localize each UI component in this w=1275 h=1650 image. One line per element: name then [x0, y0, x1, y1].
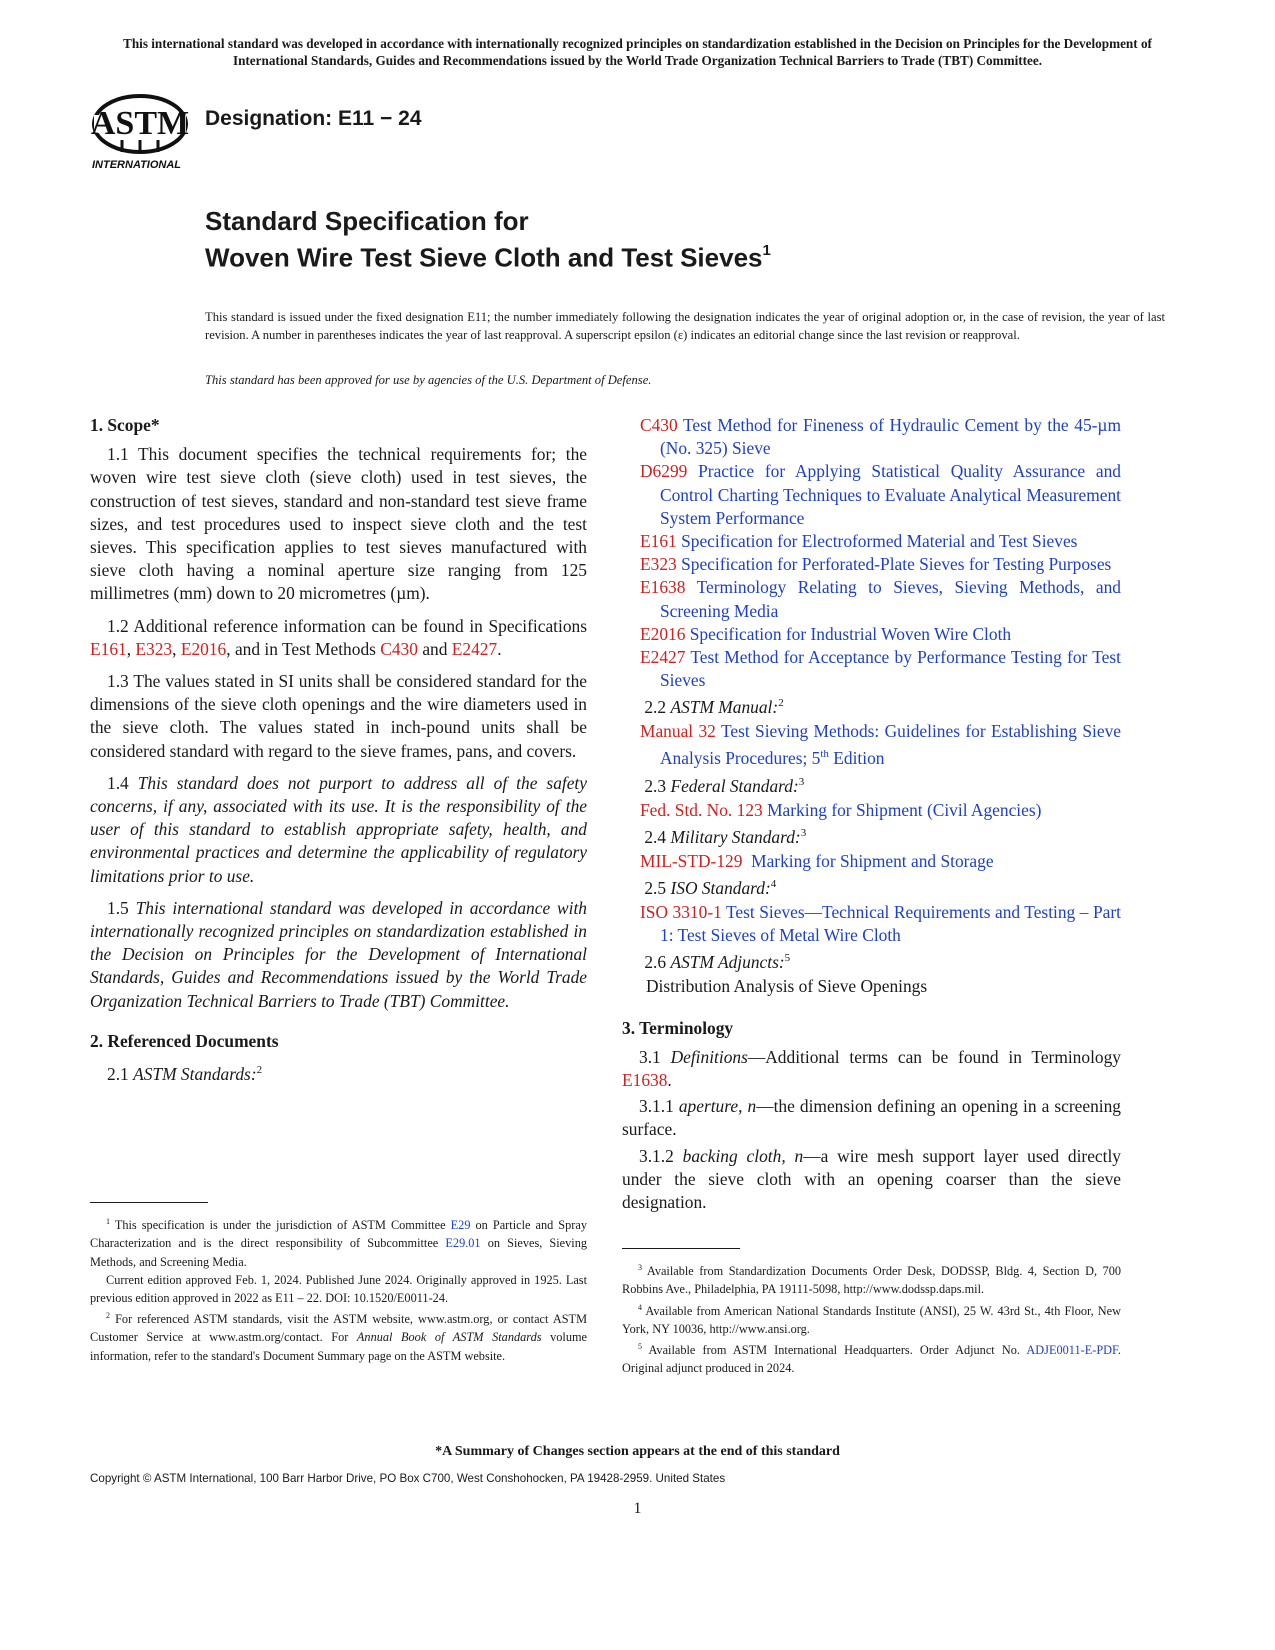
- para-1-5-num: 1.5: [107, 897, 129, 918]
- link-committee-e29[interactable]: E29: [450, 1218, 471, 1233]
- astm-logo-mark: [90, 88, 200, 178]
- para-2-3-label: Federal Standard:: [670, 775, 799, 796]
- ref-title-link[interactable]: Specification for Electroformed Material and Test Sieves: [681, 531, 1078, 552]
- ref-link-mil-std-129[interactable]: MIL-STD-129: [640, 850, 743, 871]
- ref-title-link[interactable]: Specification for Perforated-Plate Sieves for Testing Purposes: [681, 554, 1112, 575]
- para-2-5-num: 2.5: [644, 877, 667, 898]
- page-number: 1: [633, 1500, 642, 1517]
- para-2-4-num: 2.4: [644, 826, 667, 847]
- para-2-5-label: ISO Standard:: [670, 877, 771, 898]
- fed-std-title[interactable]: Marking for Shipment (Civil Agencies): [767, 799, 1042, 820]
- para-2-1-label: ASTM Standards:: [133, 1063, 257, 1084]
- para-2-2-label: ASTM Manual:: [670, 697, 779, 718]
- astm-standards-list: [640, 414, 1121, 692]
- section-heading-referenced-documents: 2. Referenced Documents: [90, 1030, 279, 1051]
- title-line-1: Standard Specification for: [205, 206, 529, 236]
- para-2-1-num: 2.1: [107, 1063, 129, 1084]
- para-1-3: 1.3 The values stated in SI units shall be considered standard for the dimensions of the sieve cloth openings and the wire diameters used in the sieve cloth. The values stated in inch-pound units shall be considered standard with regard to the sieve frames, pans, and covers.: [90, 671, 587, 761]
- ref-code-link[interactable]: E161: [640, 531, 677, 552]
- manual-32-title-b: Edition: [828, 748, 885, 769]
- right-column: [622, 414, 1121, 1223]
- iso-title[interactable]: Test Sieves—Technical Requirements and Testing – Part 1: Test Sieves of Metal Wire Cloth: [660, 902, 1121, 946]
- footnote-mark-4: 4: [770, 878, 777, 891]
- footnote-3-mark: 3: [638, 1263, 642, 1272]
- footnote-1-text-a: This specification is under the jurisdiction of ASTM Committee: [114, 1218, 446, 1233]
- para-1-4-num: 1.4: [107, 772, 129, 793]
- footnote-4-mark: 4: [638, 1302, 642, 1312]
- astm-reference-item: [640, 623, 1121, 646]
- footnote-1-text-c: on Sieves, Sieving Methods, and Screening Media.: [90, 1236, 588, 1269]
- footnote-2-text-b: volume information, refer to the standard's Document Summary page on the ASTM website.: [90, 1330, 587, 1363]
- ref-link-e161[interactable]: E161: [90, 638, 127, 659]
- footnote-mark-3: 3: [798, 775, 805, 788]
- para-2-3: [640, 771, 1121, 798]
- footnote-5: [622, 1338, 1121, 1378]
- para-3-1-term: Definitions: [670, 1046, 748, 1067]
- ref-code-link[interactable]: E1638: [640, 577, 686, 598]
- ref-title-link[interactable]: Specification for Industrial Woven Wire Cloth: [689, 623, 1012, 644]
- astm-reference-item: [640, 646, 1121, 692]
- ref-link-e2016[interactable]: E2016: [180, 638, 227, 659]
- ref-link-e1638-terminology[interactable]: E1638: [622, 1070, 668, 1091]
- title-line-2: [205, 237, 771, 274]
- ref-title-link[interactable]: Test Method for Fineness of Hydraulic Cement by the 45-µm (No. 325) Sieve: [660, 415, 1121, 459]
- ref-link-e323[interactable]: E323: [135, 638, 173, 659]
- para-2-2-num: 2.2: [644, 697, 667, 718]
- para-1-2-and: and: [422, 638, 448, 659]
- para-1-2: 1.2 Additional reference information can be found in Specifications E161, E323, E2016, and in Test Methods C430 and E2427.: [90, 615, 587, 659]
- dod-approval-note: This standard has been approved for use by agencies of the U.S. Department of Defense.: [205, 373, 652, 387]
- mil-std-title[interactable]: Marking for Shipment and Storage: [751, 850, 994, 871]
- para-2-6-label: ASTM Adjuncts:: [670, 952, 785, 973]
- iso-reference: [640, 901, 1121, 947]
- ref-title-link[interactable]: Practice for Applying Statistical Quality Assurance and Control Charting Techniques to Evaluate Analytical Measurement System Performance: [660, 461, 1121, 528]
- footnotes-right: [622, 1259, 1121, 1378]
- title-main: Woven Wire Test Sieve Cloth and Test Sieves: [205, 242, 763, 273]
- para-1-2-text: 1.2 Additional reference information can be found in Specifications: [107, 615, 587, 636]
- footnote-5-text-b: . Original adjunct produced in 2024.: [622, 1343, 1121, 1376]
- footnote-mark-5: 5: [784, 952, 791, 965]
- footnote-5-mark: 5: [638, 1342, 642, 1351]
- footnote-mark-2b: 2: [778, 697, 784, 710]
- footnote-2-italic: Annual Book of ASTM Standards: [356, 1330, 542, 1345]
- footnote-1: [90, 1213, 587, 1271]
- footnote-mark-2: 2: [256, 1064, 263, 1077]
- footnote-2: [90, 1307, 587, 1365]
- footnote-rule-left: [90, 1202, 208, 1203]
- footnote-1-edition: Current edition approved Feb. 1, 2024. Published June 2024. Originally approved in 1925. Last previous edition approved in 2022 as E11 – 22. DOI: 10.1520/E0011-24.: [90, 1272, 587, 1305]
- link-subcommittee-e29-01[interactable]: E29.01: [445, 1236, 481, 1251]
- mil-std-reference: [640, 850, 1121, 873]
- para-3-1-2-num: 3.1.2: [639, 1145, 674, 1166]
- manual-32-reference: [640, 720, 1121, 770]
- para-2-2: [640, 692, 1121, 719]
- para-1-5-text: This international standard was developed in accordance with internationally recognized principles on standardization established in the Decision on Principles for the Development of International Standards, Guides and Recommendations issued by the World Trade Organization Technical Barriers to Trade (TBT) Committee.: [90, 897, 587, 1011]
- astm-reference-item: [640, 553, 1121, 576]
- para-3-1-text: —Additional terms can be found in Terminology: [747, 1046, 1121, 1067]
- section-heading-terminology: 3. Terminology: [622, 1017, 734, 1038]
- para-1-4-text: This standard does not purport to address all of the safety concerns, if any, associated with its use. It is the responsibility of the user of this standard to establish appropriate safety, health, and environmental practices and determine the applicability of regulatory limitations prior to use.: [90, 772, 587, 886]
- copyright-line: Copyright © ASTM International, 100 Barr Harbor Drive, PO Box C700, West Conshohocken, PA 19428-2959. United States: [90, 1472, 726, 1485]
- standard-notice: This international standard was developed in accordance with internationally recognized principles on standardization established in the Decision on Principles for the Development of International Standards, Guides and Recommendations issued by the World Trade Organization Technical Barriers to Trade (TBT) Committee.: [123, 36, 1152, 68]
- para-2-6: [640, 947, 1121, 974]
- para-3-1-1: [622, 1095, 1121, 1141]
- para-1-4: [90, 772, 587, 888]
- para-3-1-2-term: backing cloth, n: [682, 1145, 804, 1166]
- footnote-1-text-b: on Particle and Spray Characterization and is the direct responsibility of Subcommittee: [90, 1218, 587, 1251]
- para-1-1: 1.1 This document specifies the technical requirements for; the woven wire test sieve cloth (sieve cloth) used in test sieves, the construction of test sieves, standard and non-standard test sieve frame sizes, and test procedures used to inspect sieve cloth and the test sieves. This specification applies to test sieves manufactured with sieve cloth having a nominal aperture size ranging from 125 millimetres (mm) down to 20 micrometres (µm).: [90, 444, 587, 604]
- astm-reference-item: [640, 414, 1121, 460]
- manual-32-title[interactable]: [660, 721, 1121, 768]
- ref-code-link[interactable]: E323: [640, 554, 677, 575]
- para-3-1-1-term: aperture, n: [678, 1096, 757, 1117]
- footnote-rule-right: [622, 1248, 740, 1249]
- link-adjunct-adje0011[interactable]: ADJE0011-E-PDF: [1026, 1343, 1118, 1358]
- astm-reference-item: [640, 576, 1121, 622]
- fed-std-reference: [640, 799, 1121, 822]
- astm-logo: [90, 88, 200, 178]
- para-2-5: [640, 873, 1121, 900]
- designation: Designation: E11 − 24: [205, 107, 422, 130]
- para-2-4: [640, 822, 1121, 849]
- para-2-6-num: 2.6: [644, 952, 667, 973]
- manual-32-title-sup: th: [820, 748, 829, 761]
- para-2-4-label: Military Standard:: [670, 826, 801, 847]
- footnotes-left: [90, 1213, 587, 1365]
- ref-link-manual-32[interactable]: Manual 32: [640, 721, 716, 742]
- footnote-3: [622, 1259, 1121, 1299]
- issued-note: This standard is issued under the fixed designation E11; the number immediately following the designation indicates the year of original adoption or, in the case of revision, the year of last revision. A number in parentheses indicates the year of last reapproval. A superscript epsilon (ε) indicates an editorial change since the last revision or reapproval.: [205, 310, 1165, 342]
- ref-title-link[interactable]: Test Method for Acceptance by Performance Testing for Test Sieves: [660, 647, 1121, 691]
- section-heading-scope: 1. Scope*: [90, 415, 160, 435]
- para-3-1-2-text: —a wire mesh support layer used directly under the sieve cloth with an opening coarser than the sieve designation.: [622, 1145, 1121, 1213]
- title-footnote-mark: 1: [762, 242, 771, 259]
- footnote-mark-3b: 3: [800, 826, 807, 839]
- logo-letters: ASTM: [90, 105, 190, 142]
- footnote-4: [622, 1299, 1121, 1339]
- ref-link-fed-std-123[interactable]: Fed. Std. No. 123: [640, 799, 763, 820]
- adjunct-title: Distribution Analysis of Sieve Openings: [646, 976, 928, 997]
- para-3-1-1-text: —the dimension defining an opening in a screening surface.: [622, 1096, 1121, 1140]
- document-title: [205, 205, 771, 274]
- para-3-1-1-num: 3.1.1: [639, 1096, 674, 1117]
- footnote-2-text-a: For referenced ASTM standards, visit the ASTM website, www.astm.org, or contact ASTM Customer Service at www.astm.org/contact. For: [90, 1312, 588, 1345]
- ref-code-link[interactable]: C430: [640, 415, 678, 435]
- left-column: [90, 414, 587, 1095]
- ref-code-link[interactable]: E2016: [640, 623, 686, 644]
- footnote-3-text: Available from Standardization Documents Order Desk, DODSSP, Bldg. 4, Section D, 700 Robbins Ave., Philadelphia, PA 19111-5098, http://www.dodssp.daps.mil.: [622, 1264, 1121, 1297]
- footnote-4-text: Available from American National Standards Institute (ANSI), 25 W. 43rd St., 4th Floor, New York, NY 10036, http://www.ansi.org.: [622, 1303, 1121, 1336]
- ref-title-link[interactable]: Terminology Relating to Sieves, Sieving Methods, and Screening Media: [660, 577, 1121, 621]
- footnote-5-text-a: Available from ASTM International Headquarters. Order Adjunct No.: [648, 1343, 1020, 1358]
- ref-link-e2427[interactable]: E2427: [451, 638, 498, 659]
- summary-of-changes-note: *A Summary of Changes section appears at the end of this standard: [435, 1444, 840, 1459]
- ref-code-link[interactable]: D6299: [640, 461, 688, 482]
- para-3-1: 3.1 Definitions—Additional terms can be found in Terminology E1638.: [622, 1046, 1121, 1091]
- footnote-2-mark: 2: [106, 1311, 110, 1321]
- para-1-5: [90, 897, 587, 1013]
- para-2-3-num: 2.3: [644, 775, 667, 796]
- para-1-2-mid: , and in Test Methods: [226, 638, 376, 659]
- manual-32-title-a: Test Sieving Methods: Guidelines for Establishing Sieve Analysis Procedures; 5: [660, 721, 1121, 769]
- para-2-1: [90, 1059, 587, 1086]
- ref-link-iso-3310-1[interactable]: ISO 3310-1: [640, 902, 722, 923]
- ref-link-c430[interactable]: C430: [380, 638, 418, 659]
- para-3-1-num: 3.1: [639, 1046, 661, 1067]
- astm-reference-item: [640, 530, 1121, 553]
- footnote-1-mark: 1: [106, 1217, 110, 1226]
- logo-international: INTERNATIONAL: [92, 159, 182, 171]
- para-3-1-2: [622, 1145, 1121, 1215]
- ref-code-link[interactable]: E2427: [640, 647, 686, 668]
- astm-reference-item: [640, 460, 1121, 530]
